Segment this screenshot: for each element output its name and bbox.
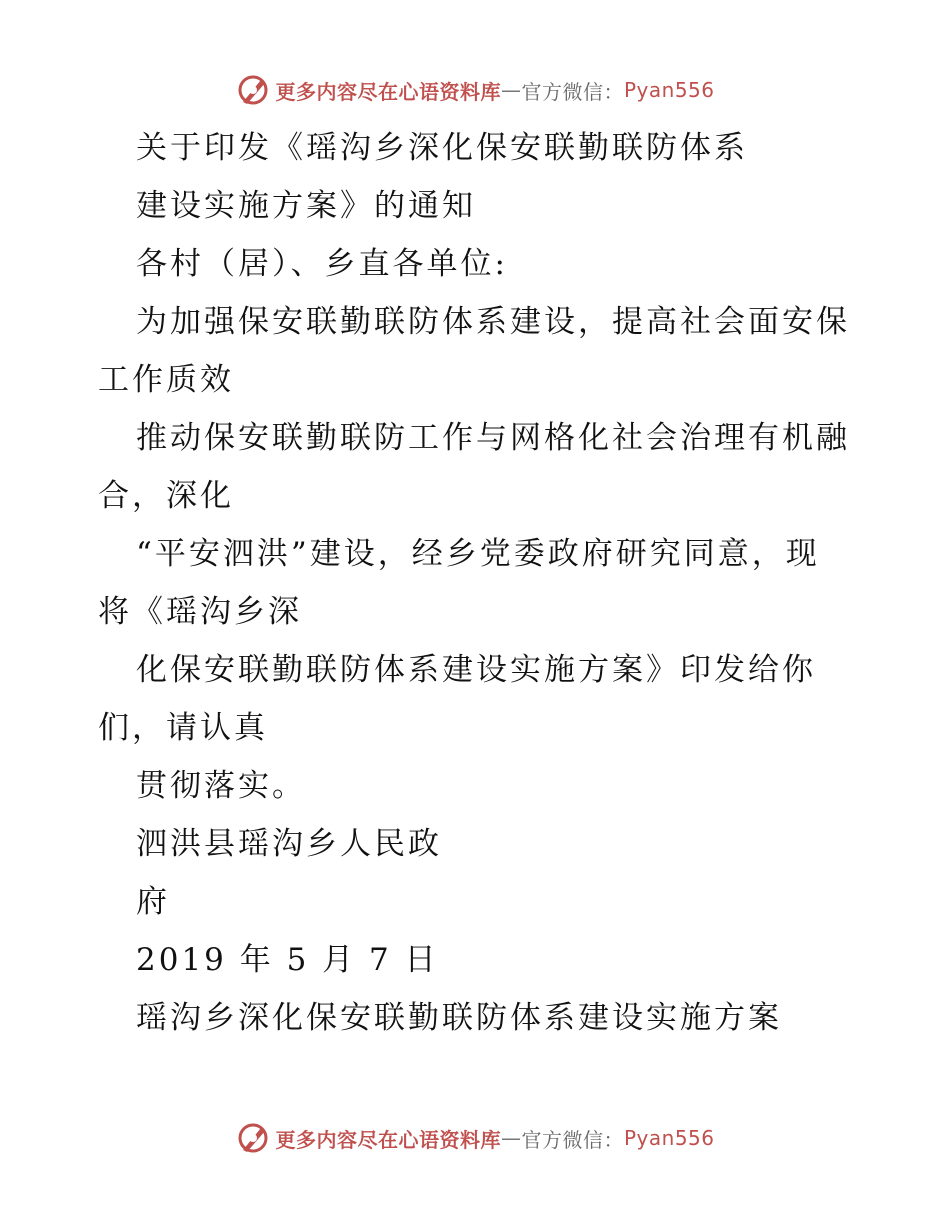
- body-line: 推动保安联勤联防工作与网格化社会治理有机融: [136, 420, 850, 456]
- section-title: 瑶沟乡深化保安联勤联防体系建设实施方案: [136, 1000, 782, 1036]
- body-line: 化保安联勤联防体系建设实施方案》印发给你: [136, 652, 816, 688]
- date-line: 2019 年 5 月 7 日: [136, 942, 439, 978]
- body-line: 为加强保安联勤联防体系建设，提高社会面安保: [136, 304, 850, 340]
- banner-text: 更多内容尽在心语资料库: [275, 79, 501, 104]
- body-line: “平安泗洪”建设，经乡党委政府研究同意，现: [136, 536, 820, 572]
- banner-separator: —: [500, 78, 522, 102]
- addressee-line: 各村（居）、乡直各单位:: [136, 246, 508, 282]
- body-line: 将《瑶沟乡深: [98, 594, 302, 630]
- document-title-line-2: 建设实施方案》的通知: [136, 188, 476, 224]
- body-line: 们，请认真: [98, 710, 268, 746]
- issuer-line: 府: [136, 884, 170, 920]
- document-title-line-1: 关于印发《瑶沟乡深化保安联勤联防体系: [136, 130, 748, 166]
- pen-circle-logo-icon: [235, 1120, 271, 1156]
- body-line: 合，深化: [98, 478, 234, 514]
- header-banner: [0, 70, 950, 110]
- footer-banner: [0, 1118, 950, 1158]
- body-line: 贯彻落实。: [136, 768, 306, 804]
- banner-separator: —: [500, 1126, 522, 1150]
- banner-wechat-label: 官方微信：: [521, 1127, 624, 1152]
- pen-circle-logo-icon: [235, 72, 271, 108]
- banner-wechat-label: 官方微信：: [521, 79, 624, 104]
- banner-wechat-id: Pyan556: [623, 78, 715, 102]
- issuer-line: 泗洪县瑶沟乡人民政: [136, 826, 442, 862]
- banner-text: 更多内容尽在心语资料库: [275, 1127, 501, 1152]
- body-line: 工作质效: [98, 362, 234, 398]
- banner-wechat-id: Pyan556: [623, 1126, 715, 1150]
